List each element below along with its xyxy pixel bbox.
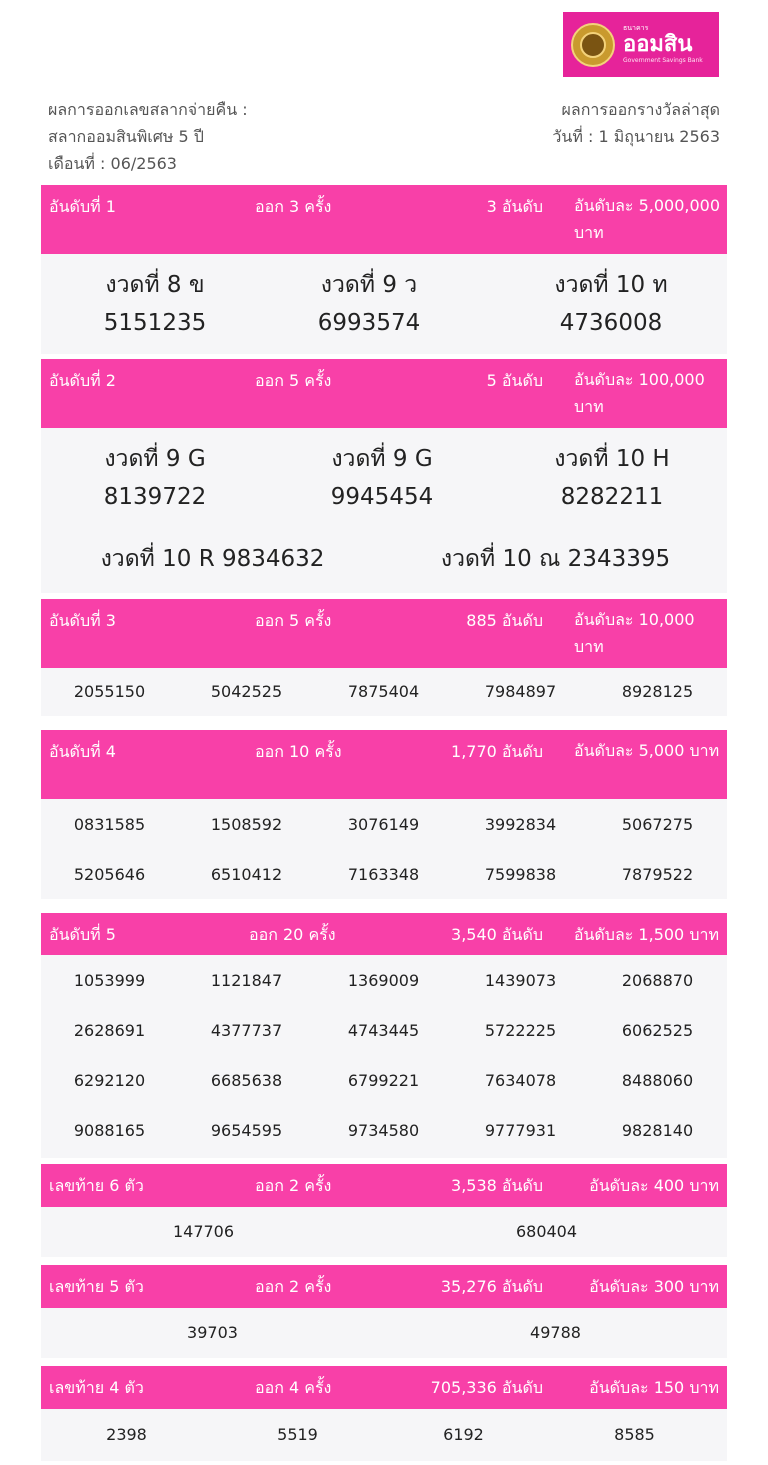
winning-number: 6799221 (347, 1071, 420, 1090)
winning-number: 7875404 (347, 682, 420, 701)
logo-name: ออมสิน (623, 32, 693, 57)
winning-number: 1121847 (210, 971, 283, 990)
draw-result (268, 440, 496, 516)
winning-number: 7599838 (484, 865, 557, 884)
logo-subtitle: Government Savings Bank (623, 57, 703, 64)
prize-times: ออก 4 ครั้ง (255, 1378, 332, 1397)
draw-number: 5151235 (103, 310, 207, 336)
winning-number: 9734580 (347, 1121, 420, 1140)
info-title: ผลการออกเลขสลากจ่ายคืน : (48, 100, 248, 119)
winning-number: 8928125 (621, 682, 694, 701)
prize-name: เลขท้าย 5 ตัว (49, 1277, 144, 1296)
winning-number: 8488060 (621, 1071, 694, 1090)
prize-3-header (41, 599, 727, 668)
draw-label: งวดที่ 10 ท (554, 272, 668, 298)
prize-5-header (41, 913, 727, 955)
prize-times: ออก 10 ครั้ง (255, 742, 342, 761)
prize-times: ออก 20 ครั้ง (249, 925, 336, 944)
prize-name: อันดับที่ 5 (49, 925, 116, 944)
winning-number: 9088165 (73, 1121, 146, 1140)
prize-amount: อันดับละ 10,000 บาท (574, 610, 695, 656)
last-5-digits-results (41, 1308, 727, 1358)
prize-2-header (41, 359, 727, 428)
draw-number: 8139722 (103, 484, 207, 510)
draw-number: 4736008 (559, 310, 663, 336)
winning-number: 6685638 (210, 1071, 283, 1090)
winning-number: 7984897 (484, 682, 557, 701)
draw-result (497, 266, 725, 342)
winning-number: 7879522 (621, 865, 694, 884)
winning-number: 39703 (187, 1323, 238, 1342)
winning-number: 1508592 (210, 815, 283, 834)
winning-number: 9828140 (621, 1121, 694, 1140)
winning-number: 3992834 (484, 815, 557, 834)
draw-label: งวดที่ 9 G (331, 446, 433, 472)
prize-amount: อันดับละ 5,000,000 บาท (574, 196, 721, 242)
prize-count: 35,276 อันดับ (440, 1277, 543, 1296)
prize-4-header (41, 730, 727, 799)
draw-number: 9945454 (330, 484, 434, 510)
prize-3-results (41, 668, 727, 716)
winning-number: 1369009 (347, 971, 420, 990)
winning-number: 3076149 (347, 815, 420, 834)
winning-number: 5519 (277, 1425, 318, 1444)
last-4-digits-header (41, 1366, 727, 1409)
last-6-digits-header (41, 1164, 727, 1207)
prize-amount: อันดับละ 150 บาท (589, 1378, 719, 1397)
winning-number: 6062525 (621, 1021, 694, 1040)
draw-label: งวดที่ 10 H (554, 446, 670, 472)
last-5-digits-header (41, 1265, 727, 1308)
draw-result-line: งวดที่ 10 R 9834632 (100, 546, 325, 572)
draw-label: งวดที่ 9 ว (320, 272, 418, 298)
prize-times: ออก 5 ครั้ง (255, 371, 332, 390)
draw-result (498, 440, 726, 516)
info-product: สลากออมสินพิเศษ 5 ปี (48, 127, 204, 146)
prize-times: ออก 2 ครั้ง (255, 1277, 332, 1296)
winning-number: 9654595 (210, 1121, 283, 1140)
winning-number: 8585 (614, 1425, 655, 1444)
prize-count: 705,336 อันดับ (430, 1378, 543, 1397)
winning-number: 4743445 (347, 1021, 420, 1040)
winning-number: 1439073 (484, 971, 557, 990)
draw-label: งวดที่ 9 G (104, 446, 206, 472)
prize-count: 3,538 อันดับ (451, 1176, 543, 1195)
prize-times: ออก 5 ครั้ง (255, 611, 332, 630)
draw-number: 6993574 (317, 310, 421, 336)
winning-number: 4377737 (210, 1021, 283, 1040)
prize-count: 3 อันดับ (486, 197, 543, 216)
draw-result (41, 266, 269, 342)
draw-number: 8282211 (560, 484, 664, 510)
winning-number: 680404 (515, 1222, 578, 1241)
last-6-digits-results (41, 1207, 727, 1257)
info-month: เดือนที่ : 06/2563 (48, 154, 177, 173)
bank-logo (563, 12, 719, 77)
winning-number: 6510412 (210, 865, 283, 884)
bank-seal-icon (571, 23, 615, 67)
prize-1-header (41, 185, 727, 254)
winning-number: 2628691 (73, 1021, 146, 1040)
prize-amount: อันดับละ 100,000 บาท (574, 370, 705, 416)
winning-number: 0831585 (73, 815, 146, 834)
latest-result-date: วันที่ : 1 มิถุนายน 2563 (552, 127, 720, 146)
prize-count: 5 อันดับ (486, 371, 543, 390)
winning-number: 5205646 (73, 865, 146, 884)
prize-name: อันดับที่ 1 (49, 197, 116, 216)
prize-name: เลขท้าย 6 ตัว (49, 1176, 144, 1195)
prize-amount: อันดับละ 300 บาท (589, 1277, 719, 1296)
winning-number: 2398 (106, 1425, 147, 1444)
prize-count: 3,540 อันดับ (451, 925, 543, 944)
latest-result-title: ผลการออกรางวัลล่าสุด (561, 100, 720, 119)
prize-count: 1,770 อันดับ (451, 742, 543, 761)
prize-times: ออก 3 ครั้ง (255, 197, 332, 216)
prize-amount: อันดับละ 5,000 บาท (574, 741, 720, 760)
draw-label: งวดที่ 8 ข (105, 272, 205, 298)
prize-name: เลขท้าย 4 ตัว (49, 1378, 144, 1397)
draw-result-line: งวดที่ 10 ณ 2343395 (440, 546, 671, 572)
last-4-digits-results (41, 1409, 727, 1461)
winning-number: 2068870 (621, 971, 694, 990)
winning-number: 7634078 (484, 1071, 557, 1090)
prize-amount: อันดับละ 1,500 บาท (573, 925, 719, 944)
prize-2-results (41, 428, 727, 593)
prize-amount: อันดับละ 400 บาท (589, 1176, 719, 1195)
winning-number: 2055150 (73, 682, 146, 701)
winning-number: 6192 (443, 1425, 484, 1444)
prize-name: อันดับที่ 2 (49, 371, 116, 390)
winning-number: 1053999 (73, 971, 146, 990)
logo-small-text: ธนาคาร (623, 24, 649, 32)
prize-count: 885 อันดับ (466, 611, 543, 630)
prize-name: อันดับที่ 4 (49, 742, 116, 761)
prize-4-results (41, 799, 727, 899)
prize-1-results (41, 254, 727, 354)
winning-number: 5722225 (484, 1021, 557, 1040)
winning-number: 5067275 (621, 815, 694, 834)
winning-number: 49788 (530, 1323, 581, 1342)
winning-number: 6292120 (73, 1071, 146, 1090)
winning-number: 5042525 (210, 682, 283, 701)
prize-name: อันดับที่ 3 (49, 611, 116, 630)
prize-5-results (41, 955, 727, 1158)
draw-result (41, 440, 269, 516)
lottery-info (48, 96, 248, 177)
winning-number: 9777931 (484, 1121, 557, 1140)
draw-result (255, 266, 483, 342)
latest-result-info (552, 96, 720, 150)
winning-number: 7163348 (347, 865, 420, 884)
prize-times: ออก 2 ครั้ง (255, 1176, 332, 1195)
winning-number: 147706 (172, 1222, 235, 1241)
